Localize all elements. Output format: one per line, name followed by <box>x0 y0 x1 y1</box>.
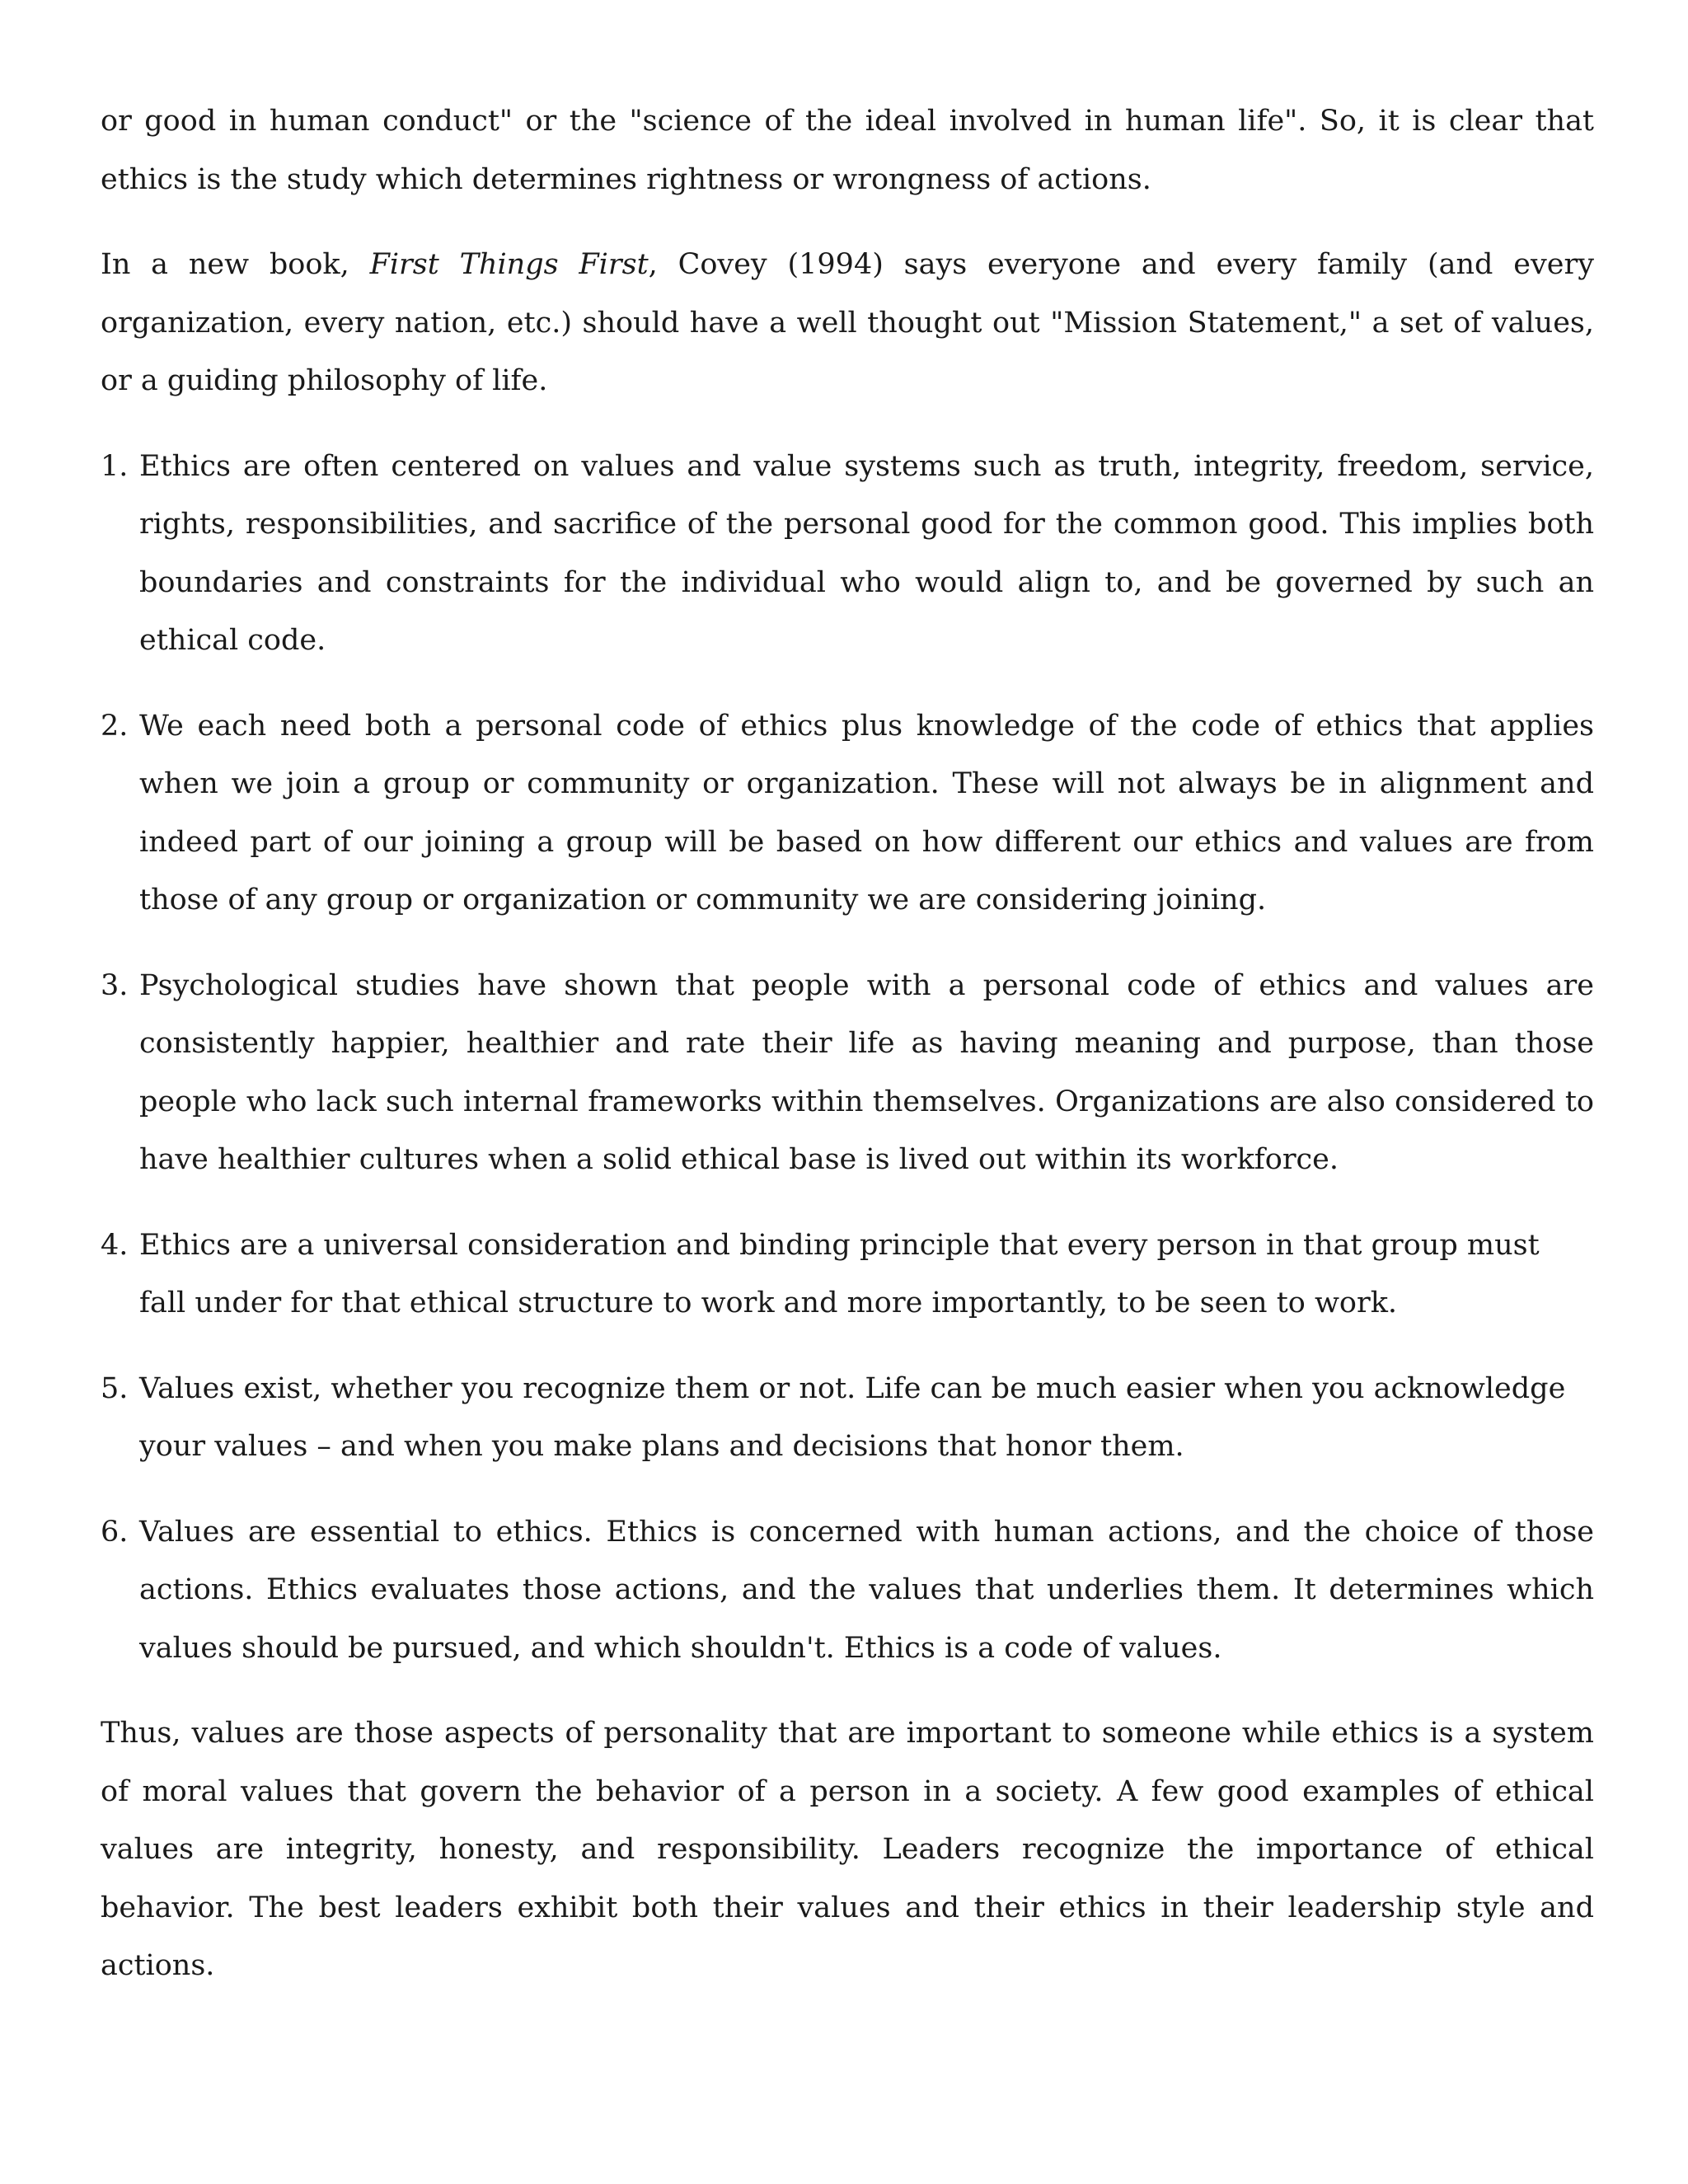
conclusion-paragraph: Thus, values are those aspects of personality that are important to someone while ethics is a system of moral values that govern the behavior of a person in a society. A few good examples of ethical values are integrity, honesty, and responsibility. Leaders recognize the importance of ethical behavior. The best leaders exhibit both their values and their ethics in their leadership style and actions. <box>101 1717 1594 1982</box>
list-item-number: 1. <box>101 449 129 483</box>
list-item <box>101 1360 1594 1476</box>
list-item <box>101 438 1594 670</box>
list-item-number: 6. <box>101 1515 129 1549</box>
list-item-number: 2. <box>101 709 129 743</box>
ethics-values-list <box>101 438 1594 1678</box>
list-item-text: Values exist, whether you recognize them or not. Life can be much easier when you acknowledge your values – and when you make plans and decisions that honor them. <box>139 1371 1566 1463</box>
list-item-text: We each need both a personal code of ethics plus knowledge of the code of ethics that applies when we join a group or community or organization. These will not always be in alignment and indeed part of our joining a group will be based on how different our ethics and values are from those of any group or organization or community we are considering joining. <box>139 709 1594 916</box>
intro-paragraph: or good in human conduct" or the "science of the ideal involved in human life". So, it is clear that ethics is the study which determines rightness or wrongness of actions. <box>101 105 1594 196</box>
list-item-text: Values are essential to ethics. Ethics is concerned with human actions, and the choice of those actions. Ethics evaluates those actions, and the values that underlies them. It determines which values should be pursued, and which shouldn't. Ethics is a code of values. <box>139 1515 1594 1665</box>
list-item-text: Ethics are often centered on values and value systems such as truth, integrity, freedom, service, rights, responsibilities, and sacrifice of the personal good for the common good. This implies both boundaries and constraints for the individual who would align to, and be governed by such an ethical code. <box>139 449 1594 657</box>
covey-text-before: In a new book, <box>101 248 370 281</box>
document-page <box>101 92 1594 2022</box>
list-item <box>101 1503 1594 1678</box>
book-title: First Things First <box>369 248 649 281</box>
list-item <box>101 957 1594 1189</box>
list-item <box>101 1216 1594 1333</box>
list-item-text: Psychological studies have shown that people with a personal code of ethics and values are consistently happier, healthier and rate their life as having meaning and purpose, than those people who lack such internal frameworks within themselves. Organizations are also considered to have healthier cultures when a solid ethical base is lived out within its workforce. <box>139 968 1594 1176</box>
list-item-number: 3. <box>101 968 129 1002</box>
list-item-number: 4. <box>101 1228 129 1262</box>
list-item <box>101 697 1594 930</box>
list-item-text: Ethics are a universal consideration and binding principle that every person in that group must fall under for that ethical structure to work and more importantly, to be seen to work. <box>139 1228 1540 1319</box>
list-item-number: 5. <box>101 1371 129 1405</box>
covey-text-after: , Covey (1994) says everyone and every family (and every organization, every nation, etc.) should have a well thought out "Mission Statement," a set of values, or a guiding philosophy of life. <box>101 248 1594 397</box>
covey-paragraph <box>101 236 1594 410</box>
